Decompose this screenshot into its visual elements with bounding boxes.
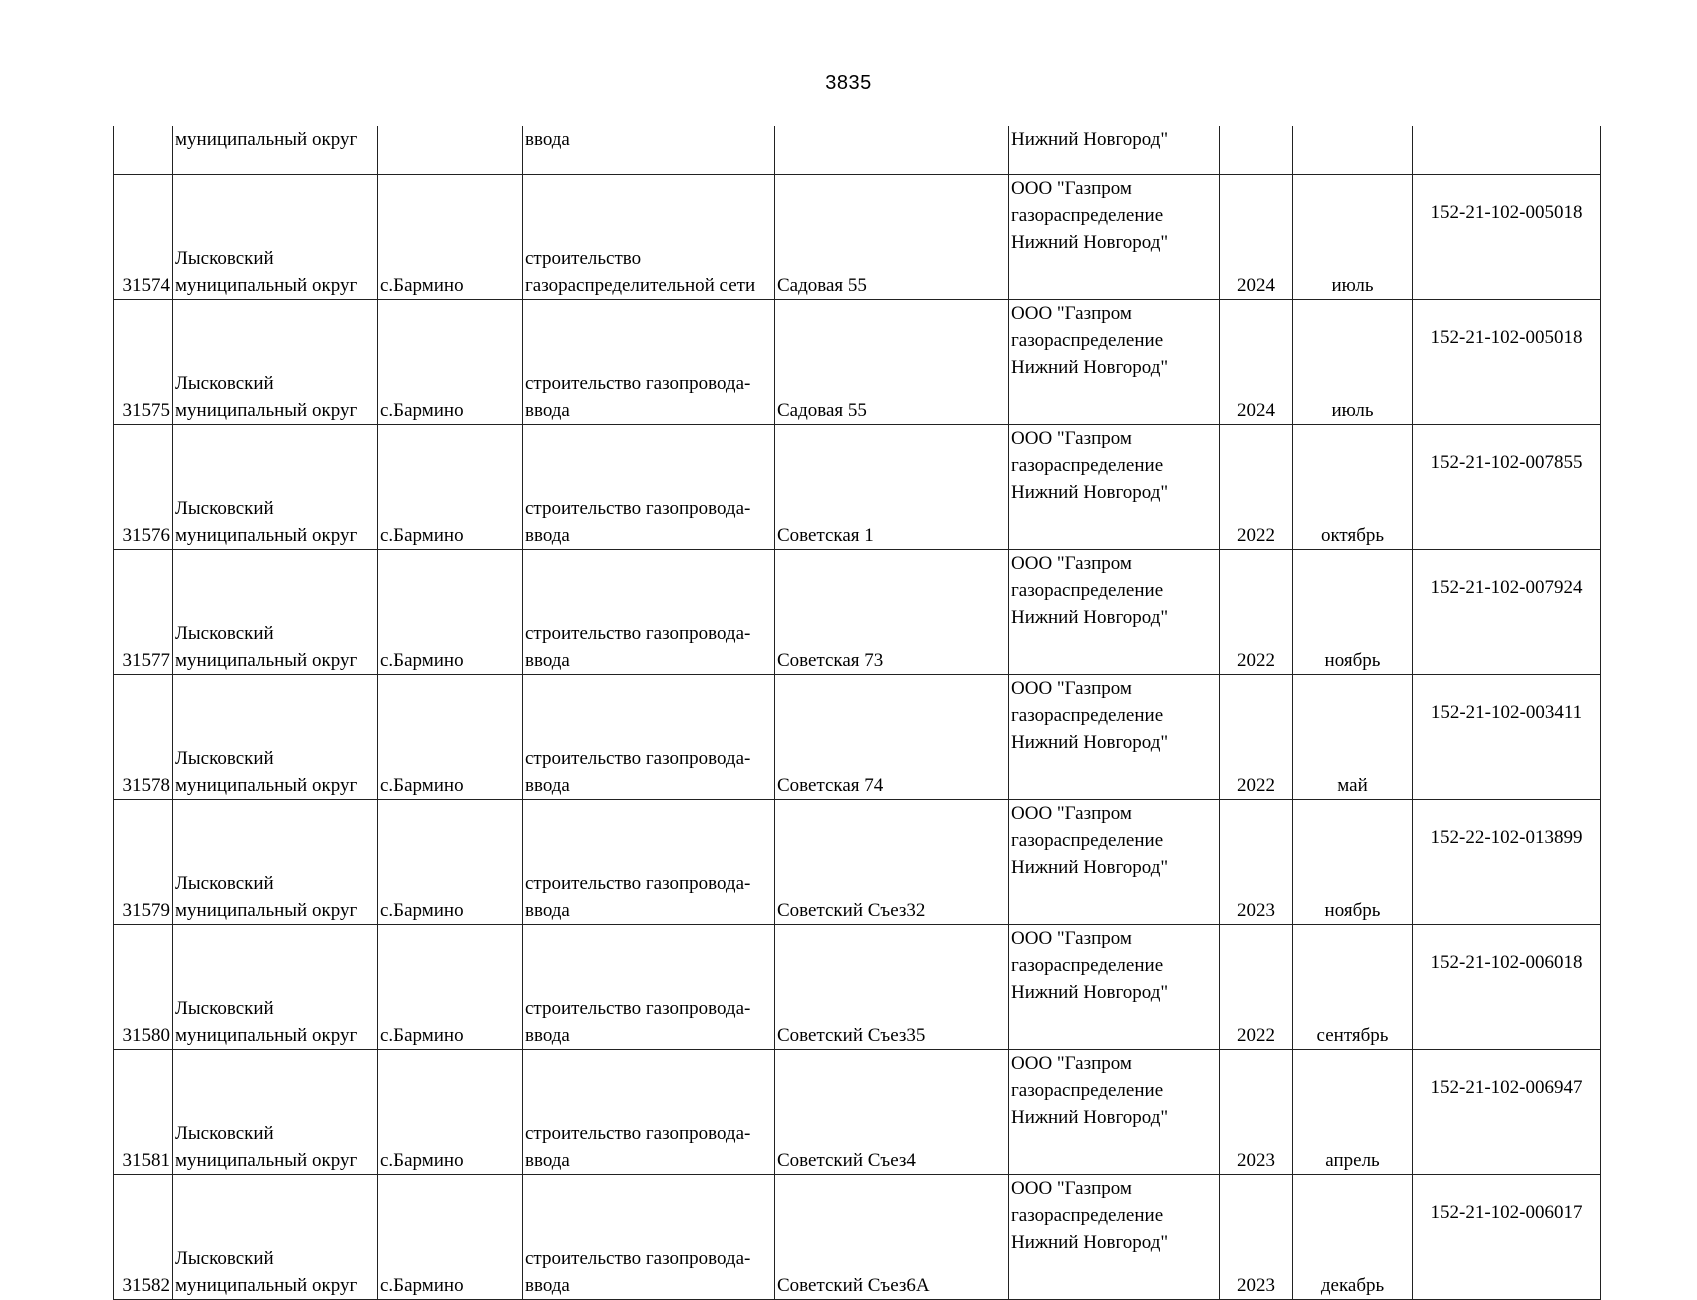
cell-address: Советский Съез35 [775, 925, 1009, 1050]
work-line: строительство газопровода- [525, 1123, 751, 1144]
org-line: газораспределение [1011, 1080, 1164, 1101]
district-line: муниципальный округ [175, 775, 358, 796]
cell-settlement: с.Бармино [378, 1175, 523, 1300]
org-line: газораспределение [1011, 830, 1164, 851]
cell-month: сентябрь [1293, 925, 1413, 1050]
cell-district: муниципальный округ [173, 126, 378, 175]
cell-month [1293, 126, 1413, 175]
cell-work [523, 300, 775, 425]
org-line: газораспределение [1011, 705, 1164, 726]
cell-settlement [378, 126, 523, 175]
cell-code: 152-21-102-006017 [1413, 1175, 1601, 1300]
district-line: Лысковский [175, 498, 274, 519]
table-row [114, 800, 1601, 925]
cell-address: Советский Съез32 [775, 800, 1009, 925]
work-line: ввода [525, 400, 570, 421]
district-line: муниципальный округ [175, 275, 358, 296]
cell-num [114, 126, 173, 175]
cell-work [523, 675, 775, 800]
cell-address: Садовая 55 [775, 300, 1009, 425]
org-line: газораспределение [1011, 205, 1164, 226]
cell-district [173, 175, 378, 300]
cell-org [1009, 925, 1220, 1050]
cell-org [1009, 675, 1220, 800]
table-row [114, 425, 1601, 550]
cell-settlement: с.Бармино [378, 300, 523, 425]
work-line: строительство газопровода- [525, 748, 751, 769]
org-line: газораспределение [1011, 330, 1164, 351]
org-line: Нижний Новгород" [1011, 357, 1169, 378]
work-line: ввода [525, 525, 570, 546]
work-line: строительство газопровода- [525, 623, 751, 644]
work-line: строительство [525, 248, 642, 269]
cell-code: 152-21-102-005018 [1413, 175, 1601, 300]
org-line: Нижний Новгород" [1011, 1232, 1169, 1253]
cell-year: 2024 [1220, 175, 1293, 300]
cell-district [173, 675, 378, 800]
cell-org [1009, 425, 1220, 550]
cell-address: Садовая 55 [775, 175, 1009, 300]
table-row [114, 550, 1601, 675]
cell-year: 2023 [1220, 800, 1293, 925]
table-row [114, 925, 1601, 1050]
cell-work [523, 175, 775, 300]
cell-settlement: с.Бармино [378, 425, 523, 550]
cell-year: 2024 [1220, 300, 1293, 425]
cell-district [173, 925, 378, 1050]
registry-table [113, 126, 1601, 1300]
cell-num: 31582 [114, 1175, 173, 1300]
cell-work [523, 550, 775, 675]
org-line: ООО "Газпром [1011, 928, 1132, 949]
cell-code: 152-21-102-006018 [1413, 925, 1601, 1050]
district-line: муниципальный округ [175, 525, 358, 546]
cell-address: Советский Съез4 [775, 1050, 1009, 1175]
district-line: муниципальный округ [175, 900, 358, 921]
cell-month: май [1293, 675, 1413, 800]
work-line: строительство газопровода- [525, 873, 751, 894]
org-line: ООО "Газпром [1011, 553, 1132, 574]
cell-year: 2022 [1220, 550, 1293, 675]
work-line: ввода [525, 650, 570, 671]
org-line: газораспределение [1011, 955, 1164, 976]
table-row-continuation [114, 126, 1601, 175]
org-line: Нижний Новгород" [1011, 607, 1169, 628]
cell-code: 152-21-102-006947 [1413, 1050, 1601, 1175]
org-line: ООО "Газпром [1011, 803, 1132, 824]
cell-year [1220, 126, 1293, 175]
district-line: Лысковский [175, 998, 274, 1019]
cell-address: Советская 74 [775, 675, 1009, 800]
cell-year: 2022 [1220, 675, 1293, 800]
cell-month: ноябрь [1293, 800, 1413, 925]
cell-num: 31579 [114, 800, 173, 925]
work-line: строительство газопровода- [525, 1248, 751, 1269]
cell-settlement: с.Бармино [378, 800, 523, 925]
work-line: ввода [525, 1150, 570, 1171]
work-line: ввода [525, 1025, 570, 1046]
cell-work [523, 1175, 775, 1300]
cell-num: 31578 [114, 675, 173, 800]
cell-district [173, 800, 378, 925]
work-line: ввода [525, 900, 570, 921]
cell-year: 2023 [1220, 1175, 1293, 1300]
cell-org [1009, 1050, 1220, 1175]
org-line: Нижний Новгород" [1011, 982, 1169, 1003]
cell-year: 2023 [1220, 1050, 1293, 1175]
org-line: газораспределение [1011, 455, 1164, 476]
cell-org [1009, 175, 1220, 300]
district-line: муниципальный округ [175, 1275, 358, 1296]
cell-settlement: с.Бармино [378, 675, 523, 800]
org-line: ООО "Газпром [1011, 1053, 1132, 1074]
cell-district [173, 425, 378, 550]
cell-num: 31580 [114, 925, 173, 1050]
district-line: Лысковский [175, 623, 274, 644]
cell-num: 31577 [114, 550, 173, 675]
district-line: Лысковский [175, 1123, 274, 1144]
cell-month: октябрь [1293, 425, 1413, 550]
cell-settlement: с.Бармино [378, 1050, 523, 1175]
cell-year: 2022 [1220, 925, 1293, 1050]
table-row [114, 675, 1601, 800]
district-line: Лысковский [175, 248, 274, 269]
cell-address: Советская 73 [775, 550, 1009, 675]
district-line: Лысковский [175, 1248, 274, 1269]
cell-org [1009, 800, 1220, 925]
cell-month: ноябрь [1293, 550, 1413, 675]
org-line: газораспределение [1011, 1205, 1164, 1226]
cell-year: 2022 [1220, 425, 1293, 550]
cell-code: 152-21-102-005018 [1413, 300, 1601, 425]
cell-code: 152-21-102-007924 [1413, 550, 1601, 675]
cell-district [173, 1050, 378, 1175]
org-line: Нижний Новгород" [1011, 732, 1169, 753]
cell-org: Нижний Новгород" [1009, 126, 1220, 175]
cell-work: ввода [523, 126, 775, 175]
cell-district [173, 550, 378, 675]
work-line: газораспределительной сети [525, 275, 756, 296]
cell-num: 31575 [114, 300, 173, 425]
cell-month: июль [1293, 300, 1413, 425]
work-line: строительство газопровода- [525, 498, 751, 519]
cell-code: 152-21-102-003411 [1413, 675, 1601, 800]
district-line: муниципальный округ [175, 1150, 358, 1171]
cell-address [775, 126, 1009, 175]
cell-num: 31576 [114, 425, 173, 550]
cell-month: апрель [1293, 1050, 1413, 1175]
cell-district [173, 1175, 378, 1300]
cell-district [173, 300, 378, 425]
district-line: муниципальный округ [175, 400, 358, 421]
cell-code: 152-22-102-013899 [1413, 800, 1601, 925]
cell-settlement: с.Бармино [378, 175, 523, 300]
page-number: 3835 [825, 72, 872, 94]
cell-address: Советская 1 [775, 425, 1009, 550]
org-line: Нижний Новгород" [1011, 857, 1169, 878]
work-line: строительство газопровода- [525, 998, 751, 1019]
cell-num: 31574 [114, 175, 173, 300]
table-row [114, 1050, 1601, 1175]
table-body [114, 126, 1601, 1300]
district-line: муниципальный округ [175, 1025, 358, 1046]
cell-code [1413, 126, 1601, 175]
district-line: Лысковский [175, 873, 274, 894]
cell-work [523, 425, 775, 550]
table-row [114, 300, 1601, 425]
org-line: Нижний Новгород" [1011, 232, 1169, 253]
org-line: Нижний Новгород" [1011, 1107, 1169, 1128]
cell-settlement: с.Бармино [378, 550, 523, 675]
cell-settlement: с.Бармино [378, 925, 523, 1050]
cell-work [523, 925, 775, 1050]
cell-work [523, 800, 775, 925]
org-line: ООО "Газпром [1011, 303, 1132, 324]
cell-org [1009, 1175, 1220, 1300]
org-line: газораспределение [1011, 580, 1164, 601]
org-line: Нижний Новгород" [1011, 482, 1169, 503]
work-line: ввода [525, 1275, 570, 1296]
cell-org [1009, 550, 1220, 675]
district-line: Лысковский [175, 748, 274, 769]
org-line: ООО "Газпром [1011, 178, 1132, 199]
district-line: муниципальный округ [175, 650, 358, 671]
org-line: ООО "Газпром [1011, 428, 1132, 449]
cell-month: июль [1293, 175, 1413, 300]
cell-work [523, 1050, 775, 1175]
table-row [114, 175, 1601, 300]
cell-org [1009, 300, 1220, 425]
cell-month: декабрь [1293, 1175, 1413, 1300]
table-row [114, 1175, 1601, 1300]
org-line: ООО "Газпром [1011, 1178, 1132, 1199]
cell-address: Советский Съез6А [775, 1175, 1009, 1300]
work-line: строительство газопровода- [525, 373, 751, 394]
org-line: ООО "Газпром [1011, 678, 1132, 699]
work-line: ввода [525, 775, 570, 796]
district-line: Лысковский [175, 373, 274, 394]
cell-num: 31581 [114, 1050, 173, 1175]
cell-code: 152-21-102-007855 [1413, 425, 1601, 550]
